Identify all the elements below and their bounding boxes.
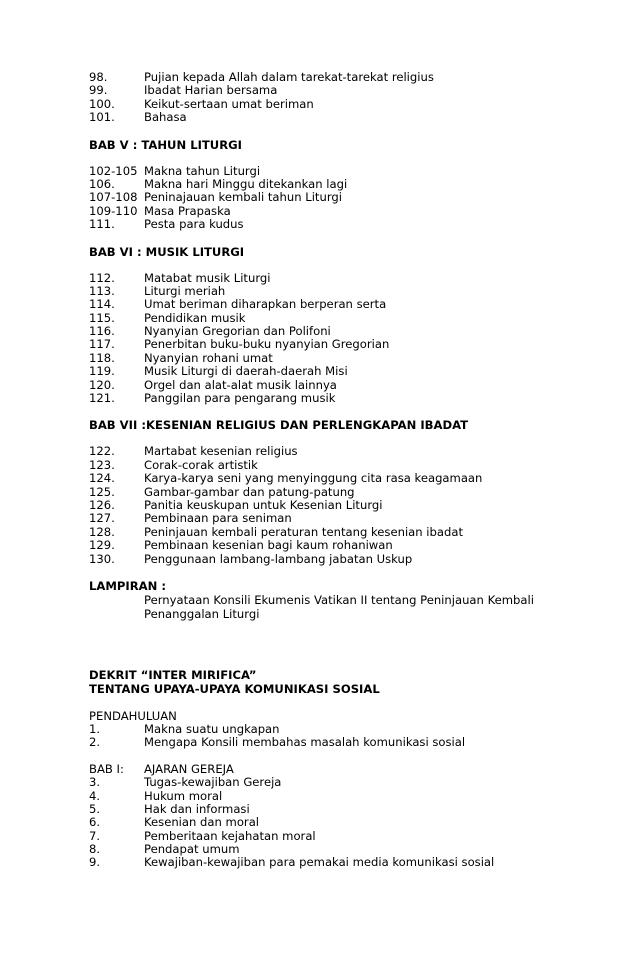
- list-item: [89, 205, 609, 218]
- item-text: Ibadat Harian bersama: [144, 83, 278, 98]
- item-number: 116.: [89, 324, 115, 339]
- item-number: 99.: [89, 83, 108, 98]
- chapter-heading: BAB VII :KESENIAN RELIGIUS DAN PERLENGKAPAN IBADAT: [89, 418, 469, 433]
- list-item: [89, 98, 609, 111]
- chapter-number: BAB I:: [89, 761, 124, 776]
- item-number: 118.: [89, 350, 115, 365]
- list-item: [89, 298, 609, 311]
- item-text: Makna tahun Liturgi: [144, 163, 261, 178]
- item-number: 5.: [89, 801, 101, 816]
- list-item: [89, 526, 609, 539]
- item-number: 130.: [89, 551, 115, 566]
- item-number: 106.: [89, 176, 115, 191]
- item-number: 124.: [89, 471, 115, 486]
- chapter-heading: [89, 763, 609, 776]
- list-item: [89, 830, 609, 843]
- item-text: Pendapat umum: [144, 842, 240, 857]
- list-item: [89, 285, 609, 298]
- item-number: 113.: [89, 283, 115, 298]
- section-list: [89, 723, 609, 750]
- item-text: Pujian kepada Allah dalam tarekat-tarekat religius: [144, 70, 434, 84]
- list-item: [89, 472, 609, 485]
- item-number: 117.: [89, 337, 115, 352]
- item-text: Matabat musik Liturgi: [144, 270, 271, 285]
- list-item: [89, 84, 609, 97]
- chapter-heading: BAB V : TAHUN LITURGI: [89, 137, 242, 152]
- item-text: Umat beriman diharapkan berperan serta: [144, 297, 387, 312]
- item-text: Nyanyian rohani umat: [144, 350, 273, 365]
- list-item: [89, 379, 609, 392]
- item-text: Kewajiban-kewajiban para pemakai media komunikasi sosial: [144, 855, 495, 870]
- item-text: Makna suatu ungkapan: [144, 721, 280, 736]
- list-item: [89, 776, 609, 789]
- item-number: 120.: [89, 377, 115, 392]
- list-item: [89, 365, 609, 378]
- item-number: 3.: [89, 775, 101, 790]
- list-item: [89, 790, 609, 803]
- item-text: Liturgi meriah: [144, 283, 226, 298]
- item-number: 121.: [89, 391, 115, 406]
- item-text: Mengapa Konsili membahas masalah komunikasi sosial: [144, 735, 466, 750]
- item-number: 6.: [89, 815, 101, 830]
- list-item: [89, 459, 609, 472]
- list-item: [89, 486, 609, 499]
- item-text: Keikut-sertaan umat beriman: [144, 96, 314, 111]
- appendix-line: Pernyataan Konsili Ekumenis Vatikan II tentang Peninjauan Kembali: [144, 592, 534, 607]
- item-text: Karya-karya seni yang menyinggung cita rasa keagamaan: [144, 471, 483, 486]
- item-text: Corak-corak artistik: [144, 457, 258, 472]
- item-text: Panitia keuskupan untuk Kesenian Liturgi: [144, 497, 383, 512]
- item-number: 112.: [89, 270, 115, 285]
- item-number: 127.: [89, 511, 115, 526]
- list-item: [89, 736, 609, 749]
- item-text: Hak dan informasi: [144, 801, 250, 816]
- item-number: 1.: [89, 721, 101, 736]
- item-text: Pendidikan musik: [144, 310, 246, 325]
- list-item: [89, 539, 609, 552]
- chapter-title: AJARAN GEREJA: [144, 761, 234, 776]
- list-item: [89, 723, 609, 736]
- item-number: 107-108: [89, 190, 138, 205]
- item-text: Pesta para kudus: [144, 217, 244, 232]
- item-text: Hukum moral: [144, 788, 223, 803]
- item-number: 7.: [89, 828, 101, 843]
- item-text: Orgel dan alat-alat musik lainnya: [144, 377, 337, 392]
- item-text: Martabat kesenian religius: [144, 444, 298, 459]
- item-number: 114.: [89, 297, 115, 312]
- item-text: Tugas-kewajiban Gereja: [144, 775, 282, 790]
- document-page: [89, 71, 609, 870]
- list-item: [89, 191, 609, 204]
- item-text: Peninajauan kembali tahun Liturgi: [144, 190, 342, 205]
- list-item: [89, 856, 609, 869]
- item-text: Masa Prapaska: [144, 203, 231, 218]
- item-number: 119.: [89, 364, 115, 379]
- item-text: Penerbitan buku-buku nyanyian Gregorian: [144, 337, 390, 352]
- item-number: 123.: [89, 457, 115, 472]
- chapter-heading: BAB VI : MUSIK LITURGI: [89, 244, 245, 259]
- list-item: [89, 338, 609, 351]
- item-number: 102-105: [89, 163, 138, 178]
- item-number: 9.: [89, 855, 101, 870]
- item-text: Pembinaan para seniman: [144, 511, 292, 526]
- section-list: [89, 165, 609, 232]
- list-item: [89, 165, 609, 178]
- item-number: 122.: [89, 444, 115, 459]
- item-text: Bahasa: [144, 110, 187, 125]
- item-number: 101.: [89, 110, 115, 125]
- list-item: [89, 816, 609, 829]
- item-text: Nyanyian Gregorian dan Polifoni: [144, 324, 331, 339]
- list-item: [89, 512, 609, 525]
- item-number: 129.: [89, 538, 115, 553]
- list-item: [89, 111, 609, 124]
- item-text: Gambar-gambar dan patung-patung: [144, 484, 355, 499]
- item-text: Pembinaan kesenian bagi kaum rohaniwan: [144, 538, 393, 553]
- item-number: 115.: [89, 310, 115, 325]
- list-item: [89, 445, 609, 458]
- item-number: 125.: [89, 484, 115, 499]
- item-text: Musik Liturgi di daerah-daerah Misi: [144, 364, 348, 379]
- item-text: Kesenian dan moral: [144, 815, 260, 830]
- appendix-line: Penanggalan Liturgi: [144, 606, 260, 621]
- appendix-heading: LAMPIRAN :: [89, 578, 166, 593]
- list-item: [89, 325, 609, 338]
- introduction-heading: PENDAHULUAN: [89, 708, 177, 723]
- item-number: 126.: [89, 497, 115, 512]
- item-number: 128.: [89, 524, 115, 539]
- list-item: [89, 178, 609, 191]
- item-text: Panggilan para pengarang musik: [144, 391, 336, 406]
- list-item: [89, 312, 609, 325]
- decree-title: DEKRIT “INTER MIRIFICA”: [89, 667, 257, 682]
- section-list: [89, 776, 609, 870]
- list-item: [89, 803, 609, 816]
- item-text: Makna hari Minggu ditekankan lagi: [144, 176, 348, 191]
- item-number: 4.: [89, 788, 101, 803]
- item-number: 109-110: [89, 203, 138, 218]
- list-item: [89, 352, 609, 365]
- item-number: 98.: [89, 70, 108, 84]
- list-item: [89, 392, 609, 405]
- list-item: [89, 553, 609, 566]
- list-item: [89, 218, 609, 231]
- item-text: Penggunaan lambang-lambang jabatan Uskup: [144, 551, 413, 566]
- list-item: [89, 843, 609, 856]
- list-item: [89, 71, 609, 84]
- list-item: [89, 272, 609, 285]
- item-number: 8.: [89, 842, 101, 857]
- section-list: [89, 272, 609, 406]
- decree-subtitle: TENTANG UPAYA-UPAYA KOMUNIKASI SOSIAL: [89, 681, 380, 696]
- item-number: 100.: [89, 96, 115, 111]
- item-number: 2.: [89, 735, 101, 750]
- list-item: [89, 499, 609, 512]
- section-list: [89, 71, 609, 125]
- item-text: Pemberitaan kejahatan moral: [144, 828, 316, 843]
- item-text: Peninjauan kembali peraturan tentang kesenian ibadat: [144, 524, 463, 539]
- section-list: [89, 445, 609, 566]
- item-number: 111.: [89, 217, 115, 232]
